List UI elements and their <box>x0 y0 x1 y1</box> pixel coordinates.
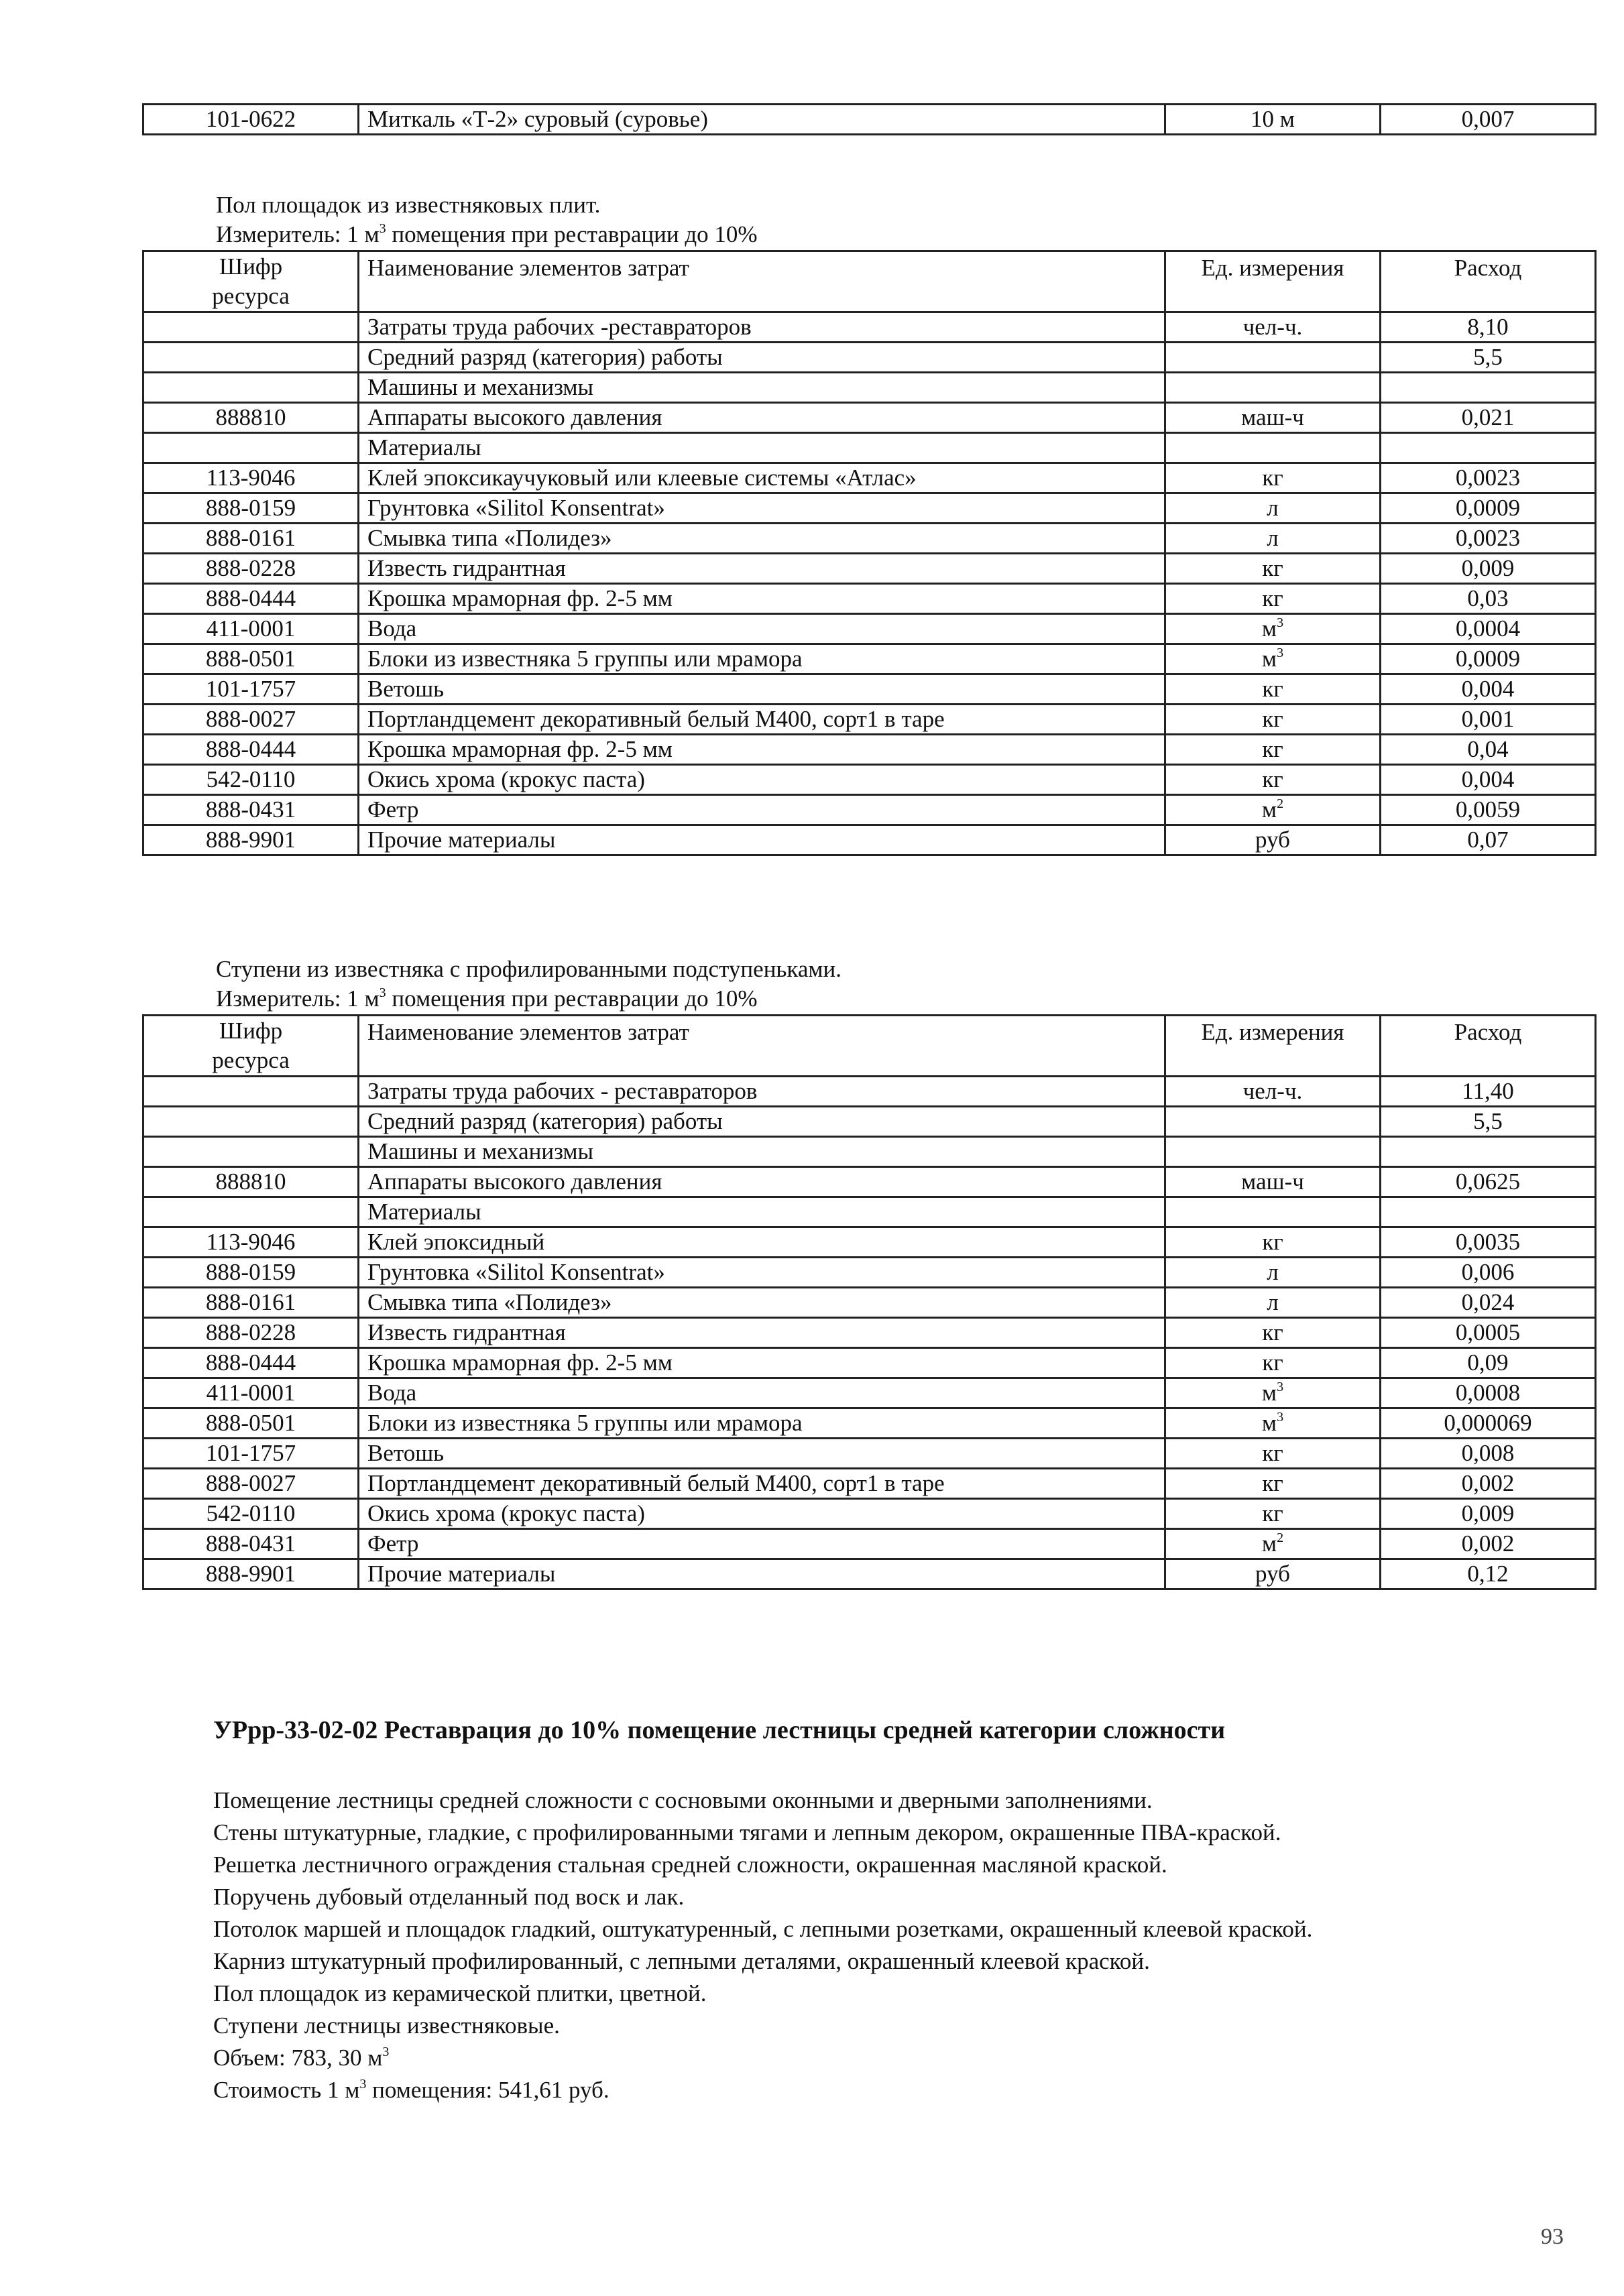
resource-name: Прочие материалы <box>359 1559 1165 1589</box>
resource-name: Клей эпоксикаучуковый или клеевые системы «Атлас» <box>359 463 1165 493</box>
unit <box>1165 433 1381 463</box>
amount: 0,0009 <box>1381 493 1596 524</box>
table-row <box>143 1288 1596 1318</box>
resource-code: 888810 <box>143 403 359 433</box>
table-row <box>143 1227 1596 1258</box>
unit: кг <box>1165 705 1381 735</box>
table-row <box>143 1318 1596 1348</box>
unit: кг <box>1165 463 1381 493</box>
amount: 0,021 <box>1381 403 1596 433</box>
resource-name: Прочие материалы <box>359 825 1165 855</box>
unit <box>1165 373 1381 403</box>
resource-code: 542-0110 <box>143 1499 359 1529</box>
resource-code: 113-9046 <box>143 463 359 493</box>
resource-name: Машины и механизмы <box>359 1137 1165 1167</box>
cost-line: Стоимость 1 $м^3$ помещения: 541,61 руб. <box>213 2077 610 2103</box>
section1-title: Пол площадок из известняковых плит. <box>216 192 601 218</box>
description-line: Поручень дубовый отделанный под воск и лак. <box>213 1884 685 1910</box>
amount: 0,03 <box>1381 584 1596 614</box>
table-row <box>143 735 1596 765</box>
description-line: Потолок маршей и площадок гладкий, оштукатуренный, с лепными розетками, окрашенный клеевой краской. <box>213 1916 1313 1942</box>
unit: $м^3$ <box>1165 1408 1381 1439</box>
unit: $м^3$ <box>1165 614 1381 644</box>
resource-name: Грунтовка «Silitol Konsentrat» <box>359 493 1165 524</box>
resource-code <box>143 1137 359 1167</box>
amount: 0,0625 <box>1381 1167 1596 1197</box>
resource-name: Машины и механизмы <box>359 373 1165 403</box>
unit: кг <box>1165 554 1381 584</box>
unit: кг <box>1165 1318 1381 1348</box>
resource-name: Блоки из известняка 5 группы или мрамора <box>359 644 1165 674</box>
table-row <box>143 765 1596 795</box>
table-row <box>143 1378 1596 1408</box>
amount: 0,04 <box>1381 735 1596 765</box>
resource-name: Аппараты высокого давления <box>359 403 1165 433</box>
header-name: Наименование элементов затрат <box>359 1016 1165 1077</box>
resource-code: 411-0001 <box>143 614 359 644</box>
resource-name: Окись хрома (крокус паста) <box>359 765 1165 795</box>
resource-code <box>143 373 359 403</box>
description-line: Решетка лестничного ограждения стальная средней сложности, окрашенная масляной краской. <box>213 1852 1167 1878</box>
unit: л <box>1165 1288 1381 1318</box>
description-line: Ступени лестницы известняковые. <box>213 2012 560 2039</box>
table-row <box>143 1137 1596 1167</box>
table-row <box>143 493 1596 524</box>
resource-name: Известь гидрантная <box>359 1318 1165 1348</box>
amount: 0,0009 <box>1381 644 1596 674</box>
resource-code: 888-0228 <box>143 554 359 584</box>
unit <box>1165 1197 1381 1227</box>
table-row <box>143 614 1596 644</box>
table-row <box>143 584 1596 614</box>
resource-code <box>143 433 359 463</box>
resource-name: Ветошь <box>359 674 1165 705</box>
resource-code: 888-0159 <box>143 1258 359 1288</box>
amount: 5,5 <box>1381 343 1596 373</box>
resource-name: Известь гидрантная <box>359 554 1165 584</box>
amount: 0,002 <box>1381 1469 1596 1499</box>
section1-body <box>143 312 1596 855</box>
table-row <box>143 674 1596 705</box>
amount <box>1381 373 1596 403</box>
resource-name: Фетр <box>359 1529 1165 1559</box>
resource-code <box>143 1077 359 1107</box>
resource-code <box>143 1107 359 1137</box>
unit: $м^3$ <box>1165 644 1381 674</box>
description-block <box>161 1785 1559 2106</box>
amount: 5,5 <box>1381 1107 1596 1137</box>
resource-name: Окись хрома (крокус паста) <box>359 1499 1165 1529</box>
table-row <box>143 312 1596 343</box>
table-row <box>143 1559 1596 1589</box>
section2-measure: Измеритель: 1 $м^3$ помещения при реставрации до 10% <box>216 985 758 1012</box>
resource-name: Портландцемент декоративный белый М400, сорт1 в таре <box>359 705 1165 735</box>
resource-code: 888-0228 <box>143 1318 359 1348</box>
header-amount: Расход <box>1381 251 1596 312</box>
section-heading: УРрр-33-02-02 Реставрация до 10% помещение лестницы средней категории сложности <box>213 1716 1226 1744</box>
table-row <box>143 1167 1596 1197</box>
unit: руб <box>1165 1559 1381 1589</box>
table-row <box>143 795 1596 825</box>
unit: л <box>1165 493 1381 524</box>
amount: 0,004 <box>1381 765 1596 795</box>
resource-code: 888-0501 <box>143 1408 359 1439</box>
table-row <box>143 1348 1596 1378</box>
resource-code: 101-0622 <box>143 105 359 135</box>
resource-name: Вода <box>359 1378 1165 1408</box>
unit <box>1165 1137 1381 1167</box>
resource-code: 888-0444 <box>143 735 359 765</box>
resource-code: 888-0444 <box>143 1348 359 1378</box>
header-unit: Ед. измерения <box>1165 251 1381 312</box>
unit: маш-ч <box>1165 403 1381 433</box>
amount: 0,0008 <box>1381 1378 1596 1408</box>
amount: 0,001 <box>1381 705 1596 735</box>
resource-name: Средний разряд (категория) работы <box>359 1107 1165 1137</box>
resource-code <box>143 312 359 343</box>
table-row <box>143 373 1596 403</box>
table-row <box>143 403 1596 433</box>
table-row <box>143 1499 1596 1529</box>
unit <box>1165 343 1381 373</box>
amount: 0,0059 <box>1381 795 1596 825</box>
header-name: Наименование элементов затрат <box>359 251 1165 312</box>
resource-name: Смывка типа «Полидез» <box>359 1288 1165 1318</box>
table-row <box>143 463 1596 493</box>
description-line: Стены штукатурные, гладкие, с профилированными тягами и лепным декором, окрашенные ПВА-краской. <box>213 1819 1281 1846</box>
resource-name: Крошка мраморная фр. 2-5 мм <box>359 1348 1165 1378</box>
amount <box>1381 1137 1596 1167</box>
unit: маш-ч <box>1165 1167 1381 1197</box>
resource-name: Грунтовка «Silitol Konsentrat» <box>359 1258 1165 1288</box>
amount: 0,009 <box>1381 554 1596 584</box>
unit: 10 м <box>1165 105 1381 135</box>
resource-code: 888-0161 <box>143 1288 359 1318</box>
volume-line: Объем: 783, 30 $м^3$ <box>213 2045 390 2071</box>
table-row <box>143 1469 1596 1499</box>
section1-table <box>142 250 1597 856</box>
table-row <box>143 1197 1596 1227</box>
table-row <box>143 1077 1596 1107</box>
resource-name: Клей эпоксидный <box>359 1227 1165 1258</box>
resource-code: 411-0001 <box>143 1378 359 1408</box>
amount <box>1381 433 1596 463</box>
table-row <box>143 1529 1596 1559</box>
section1-measure: Измеритель: 1 $м^3$ помещения при реставрации до 10% <box>216 221 758 247</box>
resource-code: 888-0159 <box>143 493 359 524</box>
unit: кг <box>1165 1227 1381 1258</box>
resource-code: 888-0444 <box>143 584 359 614</box>
unit: кг <box>1165 1439 1381 1469</box>
description-line: Карниз штукатурный профилированный, с лепными деталями, окрашенный клеевой краской. <box>213 1948 1150 1974</box>
table-row <box>143 1258 1596 1288</box>
amount: 0,0023 <box>1381 524 1596 554</box>
resource-name: Крошка мраморная фр. 2-5 мм <box>359 584 1165 614</box>
resource-name: Блоки из известняка 5 группы или мрамора <box>359 1408 1165 1439</box>
table-row <box>143 825 1596 855</box>
unit <box>1165 1107 1381 1137</box>
table-row <box>143 1408 1596 1439</box>
unit: кг <box>1165 674 1381 705</box>
resource-code: 888-9901 <box>143 825 359 855</box>
amount <box>1381 1197 1596 1227</box>
amount: 11,40 <box>1381 1077 1596 1107</box>
unit: л <box>1165 1258 1381 1288</box>
unit: $м^3$ <box>1165 1378 1381 1408</box>
section2-body <box>143 1077 1596 1589</box>
resource-code: 888810 <box>143 1167 359 1197</box>
table-header <box>143 1016 1596 1077</box>
resource-name: Затраты труда рабочих -реставраторов <box>359 312 1165 343</box>
amount: 0,0005 <box>1381 1318 1596 1348</box>
header-amount: Расход <box>1381 1016 1596 1077</box>
amount: 0,006 <box>1381 1258 1596 1288</box>
resource-code: 888-9901 <box>143 1559 359 1589</box>
amount: 0,09 <box>1381 1348 1596 1378</box>
amount: 0,0004 <box>1381 614 1596 644</box>
resource-code <box>143 343 359 373</box>
amount: 0,12 <box>1381 1559 1596 1589</box>
resource-name: Фетр <box>359 795 1165 825</box>
amount: 0,000069 <box>1381 1408 1596 1439</box>
amount: 0,024 <box>1381 1288 1596 1318</box>
table-row <box>143 644 1596 674</box>
header-code: Шифр ресурса <box>143 1016 359 1077</box>
table-row <box>143 1439 1596 1469</box>
resource-code: 888-0027 <box>143 1469 359 1499</box>
amount: 0,002 <box>1381 1529 1596 1559</box>
table-row <box>143 554 1596 584</box>
resource-code: 888-0027 <box>143 705 359 735</box>
amount: 0,004 <box>1381 674 1596 705</box>
description-line: Пол площадок из керамической плитки, цветной. <box>213 1980 707 2006</box>
amount: 0,0035 <box>1381 1227 1596 1258</box>
amount: 0,009 <box>1381 1499 1596 1529</box>
table-row <box>143 705 1596 735</box>
resource-code: 101-1757 <box>143 1439 359 1469</box>
resource-code: 888-0431 <box>143 795 359 825</box>
unit: чел-ч. <box>1165 312 1381 343</box>
resource-name: Вода <box>359 614 1165 644</box>
resource-name: Средний разряд (категория) работы <box>359 343 1165 373</box>
amount: 0,007 <box>1381 105 1596 135</box>
unit: $м^2$ <box>1165 1529 1381 1559</box>
description-line: Помещение лестницы средней сложности с сосновыми оконными и дверными заполнениями. <box>213 1787 1153 1813</box>
amount: 0,07 <box>1381 825 1596 855</box>
resource-name: Ветошь <box>359 1439 1165 1469</box>
unit: кг <box>1165 735 1381 765</box>
unit: кг <box>1165 765 1381 795</box>
table-header <box>143 251 1596 312</box>
resource-code: 888-0501 <box>143 644 359 674</box>
unit: руб <box>1165 825 1381 855</box>
unit: кг <box>1165 1348 1381 1378</box>
unit: чел-ч. <box>1165 1077 1381 1107</box>
amount: 0,008 <box>1381 1439 1596 1469</box>
resource-name: Смывка типа «Полидез» <box>359 524 1165 554</box>
table-row <box>143 433 1596 463</box>
resource-code: 113-9046 <box>143 1227 359 1258</box>
unit: кг <box>1165 1499 1381 1529</box>
top-row-table <box>142 103 1597 135</box>
table-row <box>143 524 1596 554</box>
resource-code: 888-0161 <box>143 524 359 554</box>
amount: 0,0023 <box>1381 463 1596 493</box>
unit: кг <box>1165 584 1381 614</box>
resource-name: Затраты труда рабочих - реставраторов <box>359 1077 1165 1107</box>
resource-name: Миткаль «Т-2» суровый (суровье) <box>359 105 1165 135</box>
page-number: 93 <box>1541 2224 1564 2249</box>
section2-title: Ступени из известняка с профилированными подступеньками. <box>216 956 842 982</box>
resource-name: Крошка мраморная фр. 2-5 мм <box>359 735 1165 765</box>
resource-code: 888-0431 <box>143 1529 359 1559</box>
unit: л <box>1165 524 1381 554</box>
resource-name: Материалы <box>359 1197 1165 1227</box>
resource-code <box>143 1197 359 1227</box>
header-code: Шифр ресурса <box>143 251 359 312</box>
header-unit: Ед. измерения <box>1165 1016 1381 1077</box>
table-row <box>143 343 1596 373</box>
table-row <box>143 1107 1596 1137</box>
resource-name: Аппараты высокого давления <box>359 1167 1165 1197</box>
table-row <box>143 105 1596 135</box>
resource-name: Портландцемент декоративный белый М400, сорт1 в таре <box>359 1469 1165 1499</box>
unit: кг <box>1165 1469 1381 1499</box>
unit: $м^2$ <box>1165 795 1381 825</box>
resource-name: Материалы <box>359 433 1165 463</box>
resource-code: 542-0110 <box>143 765 359 795</box>
amount: 8,10 <box>1381 312 1596 343</box>
section2-table <box>142 1014 1597 1590</box>
resource-code: 101-1757 <box>143 674 359 705</box>
